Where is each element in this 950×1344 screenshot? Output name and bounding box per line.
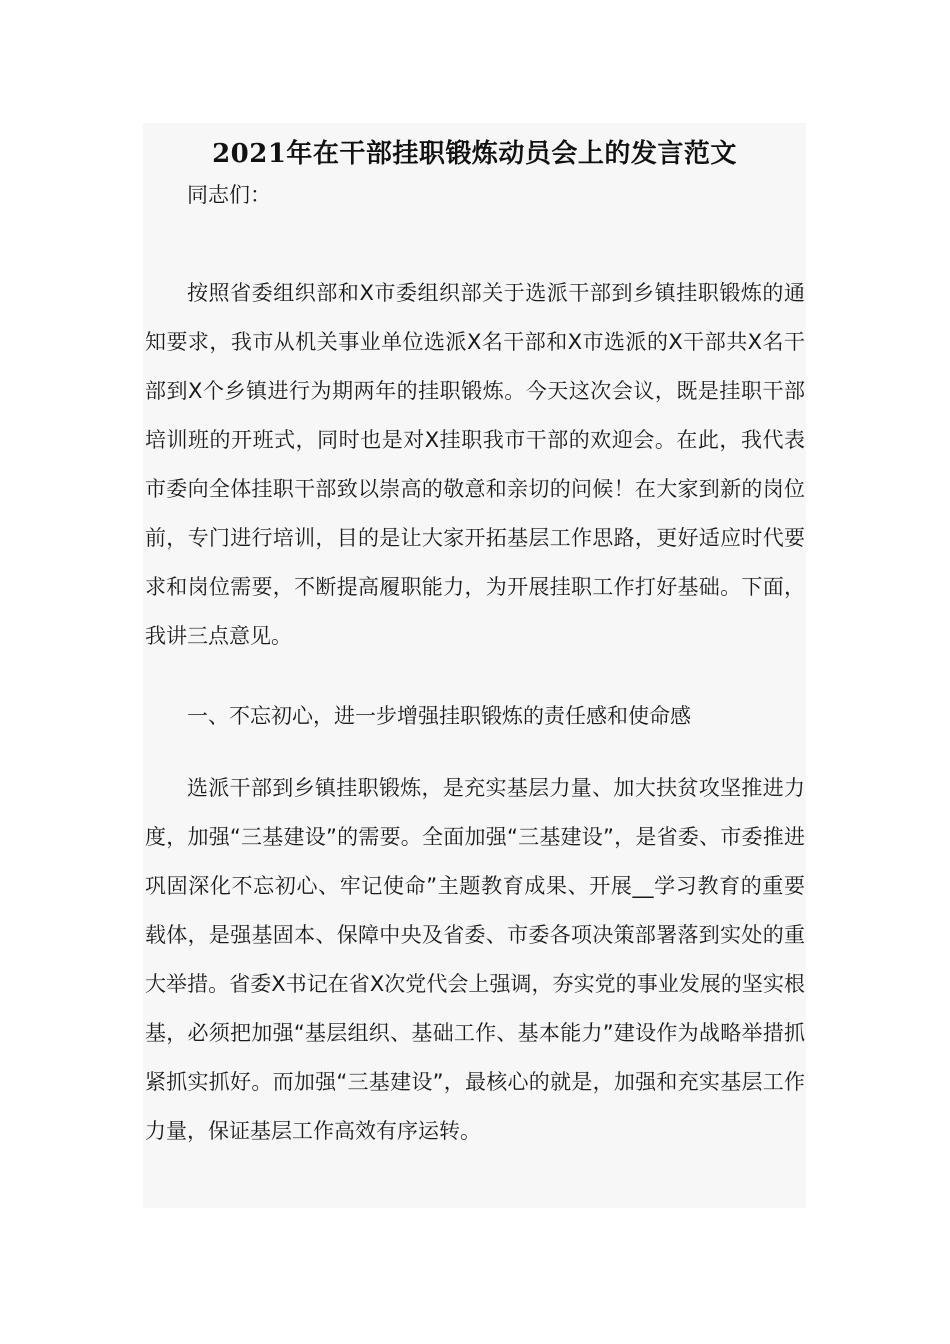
paragraph-section-1: 选派干部到乡镇挂职锻炼，是充实基层力量、加大扶贫攻坚推进力度，加强“三基建设”的需要。全面加强“三基建设”，是省委、市委推进巩固深化不忘初心、牢记使命”主题教育成果、开展__学习教育的重要载体，是强基固本、保障中央及省委、市委各项决策部署落到实处的重大举措。省委X书记在省X次党代会上强调，夯实党的事业发展的坚实根基，必须把加强“基层组织、基础工作、基本能力”建设作为战略举措抓紧抓实抓好。而加强“三基建设”，最核心的就是，加强和充实基层工作力量，保证基层工作高效有序运转。: [145, 776, 805, 1143]
section-heading-1: 一、不忘初心，进一步增强挂职锻炼的责任感和使命感: [187, 704, 691, 728]
salutation: 同志们：: [187, 183, 271, 207]
paragraph-intro: 按照省委组织部和X市委组织部关于选派干部到乡镇挂职锻炼的通知要求，我市从机关事业单位选派X名干部和X市选派的X干部共X名干部到X个乡镇进行为期两年的挂职锻炼。今天这次会议，既是挂职干部培训班的开班式，同时也是对X挂职我市干部的欢迎会。在此，我代表市委向全体挂职干部致以崇高的敬意和亲切的问候！在大家到新的岗位前，专门进行培训，目的是让大家开拓基层工作思路，更好适应时代要求和岗位需要，不断提高履职能力，为开展挂职工作打好基础。下面，我讲三点意见。: [145, 281, 805, 648]
document-title: 2021年在干部挂职锻炼动员会上的发言范文: [212, 139, 737, 169]
